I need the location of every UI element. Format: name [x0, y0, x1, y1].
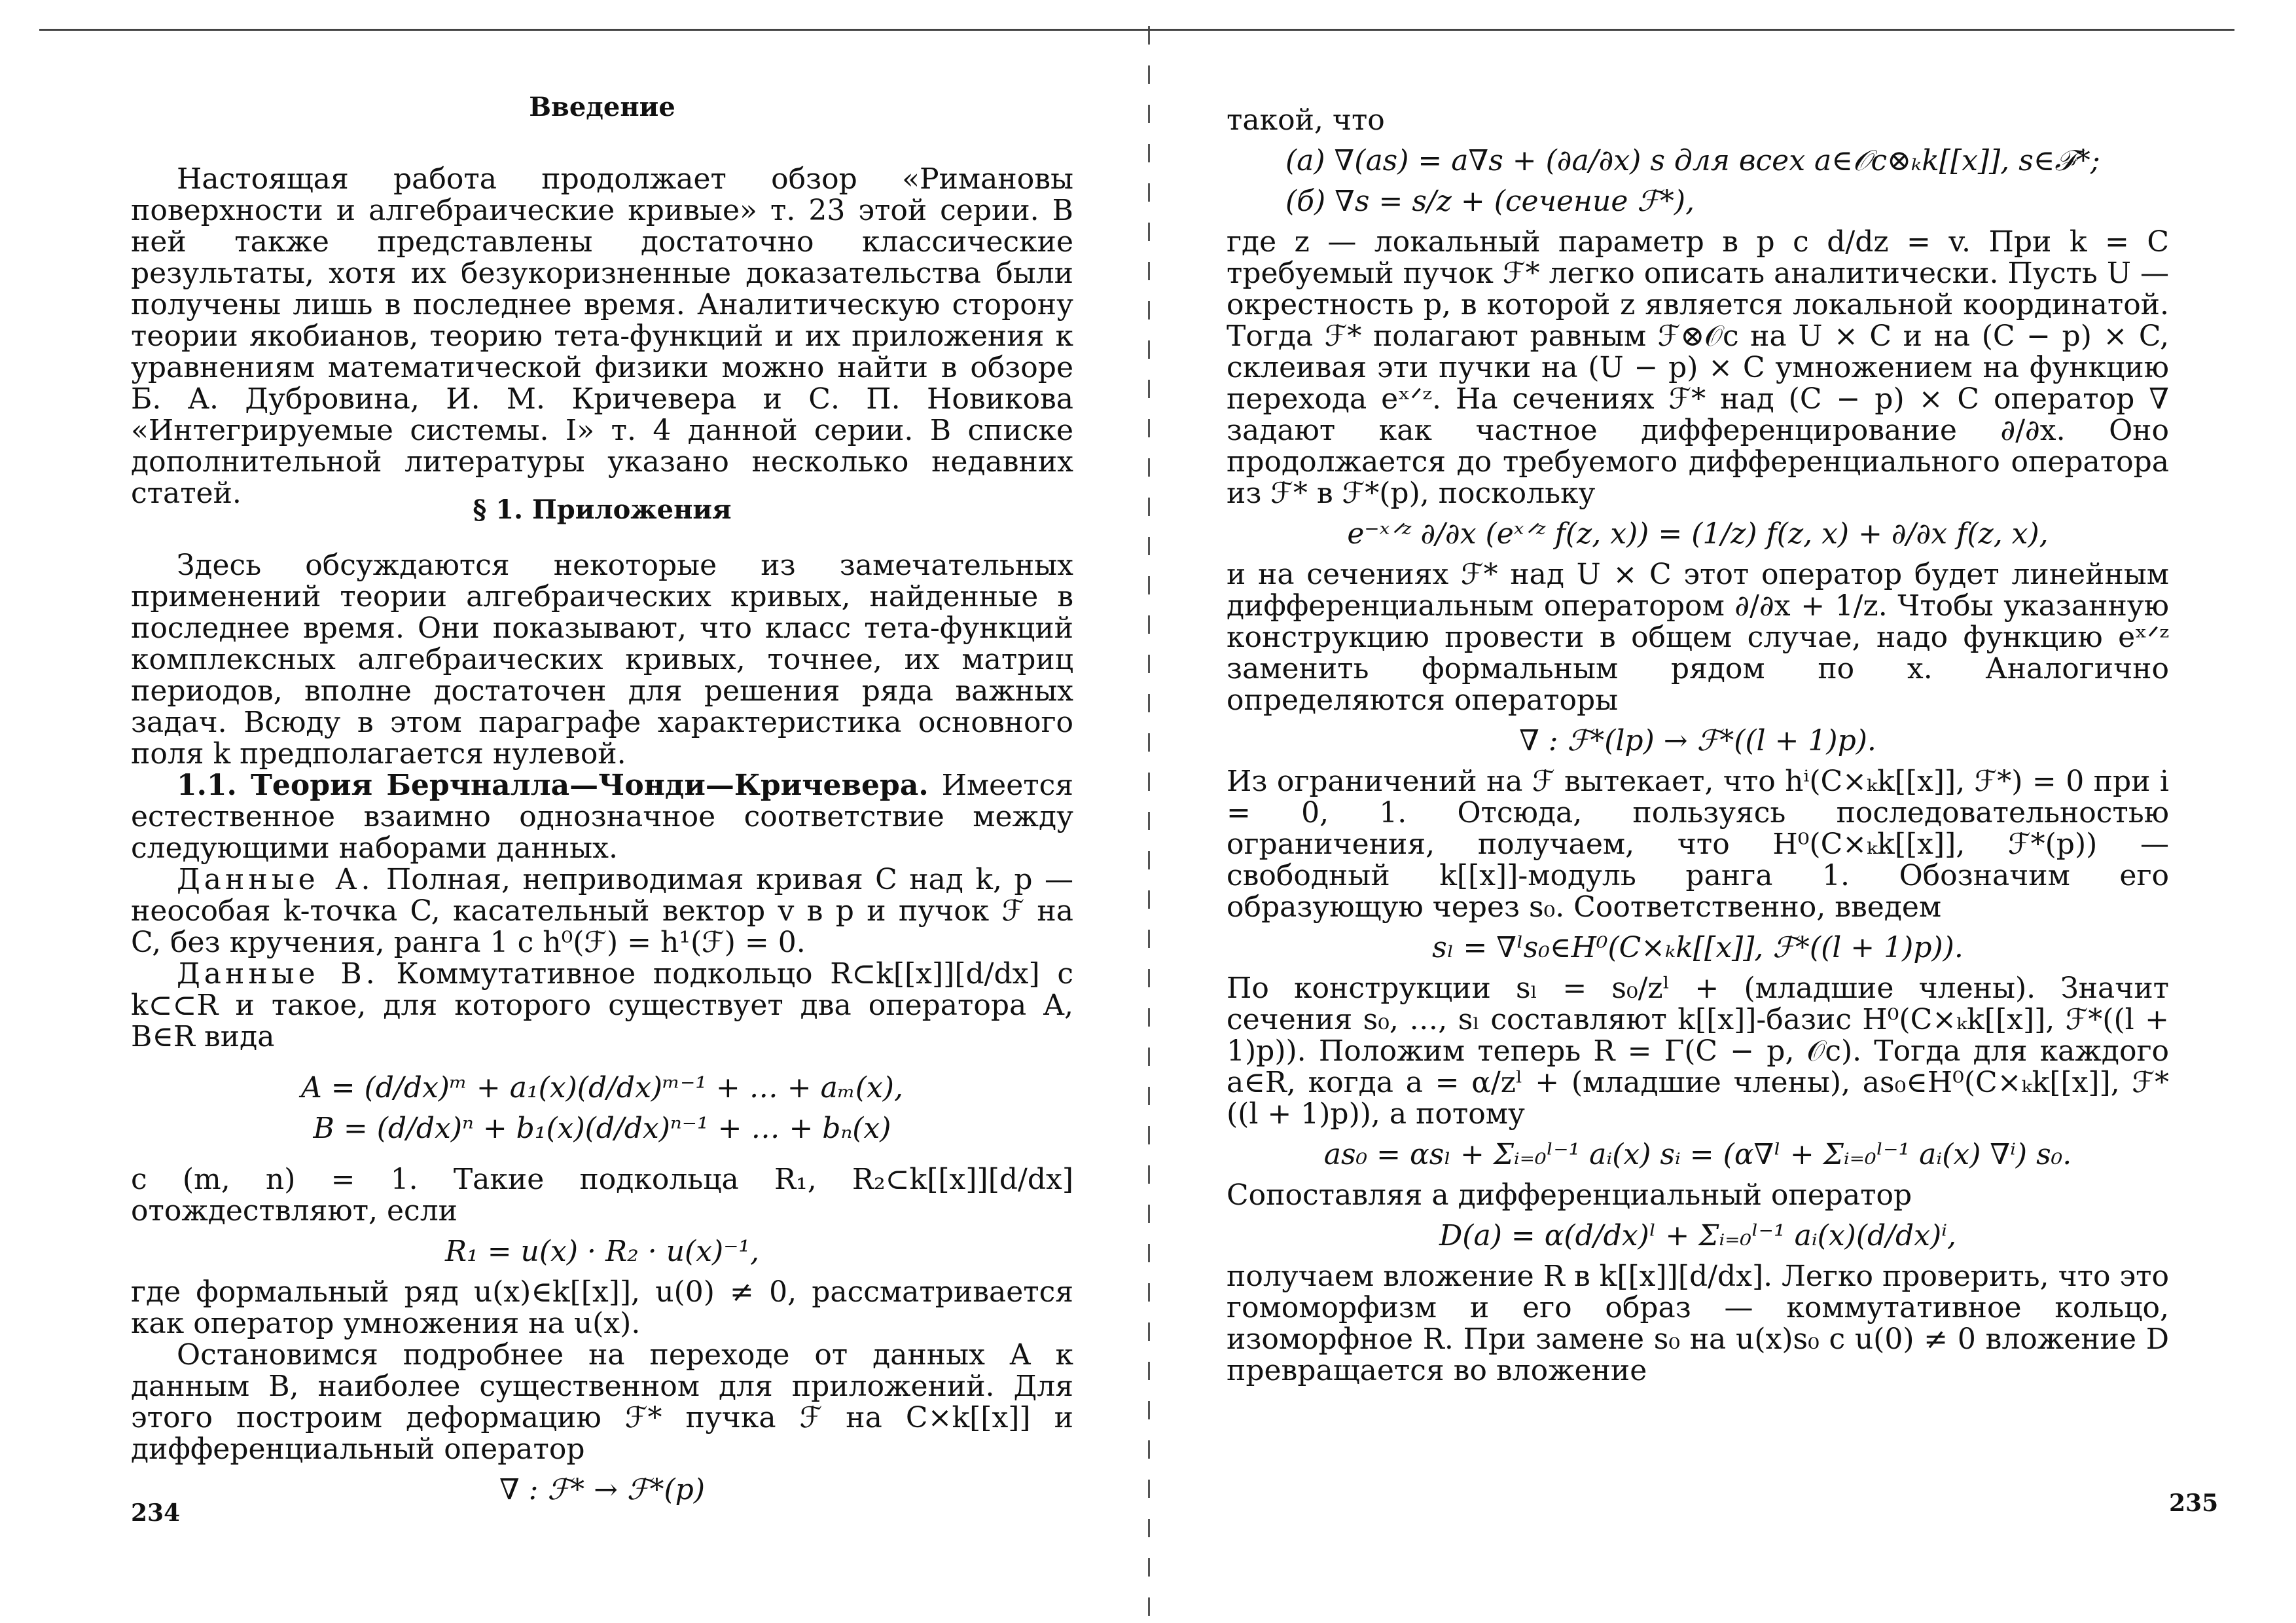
paragraph-restrictions: Из ограничений на ℱ вытекает, что hⁱ(C⨯ₖk[[x]], ℱ*) = 0 при i = 0, 1. Отсюда, пользуясь последовательностью ограничения, получаем, что H⁰(C⨯ₖk[[x]], ℱ*(p)) — свободный k[[x]]-модуль ранга 1. Обозначим его образующую через s₀. Соответственно, введем [1227, 765, 2169, 924]
chapter-title: Введение [529, 92, 675, 122]
formula-b-condition: (б) ∇s = s/z + (сечение ℱ*), [1285, 185, 1695, 218]
intro-line: такой, что [1227, 103, 1385, 137]
section-title: § 1. Приложения [473, 494, 732, 525]
right-page [1148, 0, 2296, 1623]
paragraph-sections: и на сечениях ℱ* над U × C этот оператор будет линейным дифференциальным оператором ∂/∂x + 1/z. Чтобы указанную конструкцию провести в общем случае, надо функцию eˣᐟᶻ заменить формальным рядом по x. Аналогично определяются операторы [1227, 558, 2169, 717]
subsection-paragraph [131, 770, 1073, 864]
paragraph-embedding: получаем вложение R в k[[x]][d/dx]. Легко проверить, что это гомоморфизм и его образ — коммутативное кольцо, изоморфное R. При замене s₀ на u(x)s₀ с u(0) ≠ 0 вложение D превращается во вложение [1227, 1260, 2169, 1387]
paragraph-construction: По конструкции sₗ = s₀/zˡ + (младшие члены). Значит сечения s₀, …, sₗ составляют k[[x]]-базис H⁰(C⨯ₖk[[x]], ℱ*((l + 1)p)). Положим теперь R = Γ(C − p, 𝒪c). Тогда для каждого a∈R, когда a = α/zˡ + (младшие члены), as₀∈H⁰(C⨯ₖk[[x]], ℱ*((l + 1)p)), а потому [1227, 972, 2169, 1131]
intro-block [131, 164, 1073, 509]
top-rule [1148, 29, 2234, 31]
formula-operators: ∇ : ℱ*(lp) → ℱ*((l + 1)p). [1519, 724, 1876, 757]
formula-a: A = (d/dx)ᵐ + a₁(x)(d/dx)ᵐ⁻¹ + … + aₘ(x), [301, 1071, 903, 1104]
formula-nabla: ∇ : ℱ* → ℱ*(p) [499, 1473, 706, 1506]
intro-paragraph: Настоящая работа продолжает обзор «Римановы поверхности и алгебраические кривые» т. 23 этой серии. В ней также представлены достаточно классические результаты, хотя их безукоризненные доказательства были получены лишь в последнее время. Аналитическую сторону теории якобианов, теорию тета-функций и их приложения к уравнениям математической физики можно найти в обзоре Б. А. Дубровина, И. М. Кричевера и С. П. Новикова «Интегрируемые системы. I» т. 4 данной серии. В списке дополнительной литературы указано несколько недавних статей. [131, 162, 1073, 510]
data-a-text: Полная, неприводимая кривая C над k, p — неособая k-точка C, касательный вектор v в p и пучок ℱ на C, без кручения, ранга 1 с h⁰(ℱ) = h¹(ℱ) = 0. [131, 863, 1073, 959]
paragraph-local-parameter: где z — локальный параметр в p с d/dz = v. При k = C требуемый пучок ℱ* легко описать аналитически. Пусть U — окрестность p, в которой z является локальной координатой. Тогда ℱ* полагают равным ℱ⊗𝒪c на U × C и на (C − p) × C, склеивая эти пучки на (U − p) × C умножением на функцию перехода eˣᐟᶻ. На сечениях ℱ* над (C − p) × C оператор ∇ задают как частное дифференцирование ∂/∂x. Оно продолжается до требуемого дифференциального оператора из ℱ* в ℱ*(p), поскольку [1227, 225, 2169, 510]
section-body [131, 550, 1073, 1515]
subsection-title: 1.1. Теория Берчналла—Чонди—Кричевера. [177, 769, 929, 802]
formula-d: D(a) = α(d/dx)ˡ + Σᵢ₌₀ˡ⁻¹ aᵢ(x)(d/dx)ⁱ, [1439, 1219, 1956, 1252]
data-b-paragraph [131, 958, 1073, 1053]
formula-a-condition: (а) ∇(as) = a∇s + (∂a/∂x) s для всех a∈𝒪c⊗ₖk[[x]], s∈ℱ*; [1285, 144, 2100, 177]
formula-sl: sₗ = ∇ˡs₀∈H⁰(C⨯ₖk[[x]], ℱ*((l + 1)p)). [1432, 931, 1964, 964]
page-number: 235 [2169, 1489, 2219, 1517]
formula-derivative: e⁻ˣᐟᶻ ∂/∂x (eˣᐟᶻ f(z, x)) = (1/z) f(z, x) + ∂/∂x f(z, x), [1347, 517, 2049, 551]
data-b-label: Данные В. [177, 957, 379, 991]
section-paragraph: Здесь обсуждаются некоторые из замечательных применений теории алгебраических кривых, найденные в последнее время. Они показывают, что класс тета-функций комплексных алгебраических кривых, точнее, их матриц периодов, вполне достаточен для решения ряда важных задач. Всюду в этом параграфе характеристика основного поля k предполагается нулевой. [131, 549, 1073, 771]
paragraph-differential-operator: Сопоставляя a дифференциальный оператор [1227, 1178, 1912, 1212]
formula-b: B = (d/dx)ⁿ + b₁(x)(d/dx)ⁿ⁻¹ + … + bₙ(x) [313, 1112, 891, 1145]
paragraph-series: где формальный ряд u(x)∈k[[x]], u(0) ≠ 0, рассматривается как оператор умножения на u(x). [131, 1275, 1073, 1340]
data-b-text: Коммутативное подкольцо R⊂k[[x]][d/dx] с k⊂⊂R и такое, для которого существует два оператора A, B∈R вида [131, 957, 1073, 1053]
subsection-text: Имеется естественное взаимно однозначное соответствие между следующими наборами данных. [131, 769, 1073, 865]
formula-r: R₁ = u(x) · R₂ · u(x)⁻¹, [444, 1235, 760, 1268]
data-a-paragraph [131, 864, 1073, 958]
formula-as0: as₀ = αsₗ + Σᵢ₌₀ˡ⁻¹ aᵢ(x) sᵢ = (α∇ˡ + Σᵢ₌₀ˡ⁻¹ aᵢ(x) ∇ⁱ) s₀. [1323, 1138, 2072, 1171]
paragraph-deformation: Остановимся подробнее на переходе от данных A к данным B, наиболее существенном для приложений. Для этого построим деформацию ℱ* пучка ℱ на C⨯k[[x]] и дифференциальный оператор [131, 1338, 1073, 1466]
page-number: 234 [131, 1499, 181, 1527]
right-body [1227, 105, 2169, 1387]
data-a-label: Данные А. [177, 863, 374, 896]
paragraph-rings: с (m, n) = 1. Такие подкольца R₁, R₂⊂k[[x]][d/dx] отождествляют, если [131, 1163, 1073, 1228]
top-rule [39, 29, 1148, 31]
